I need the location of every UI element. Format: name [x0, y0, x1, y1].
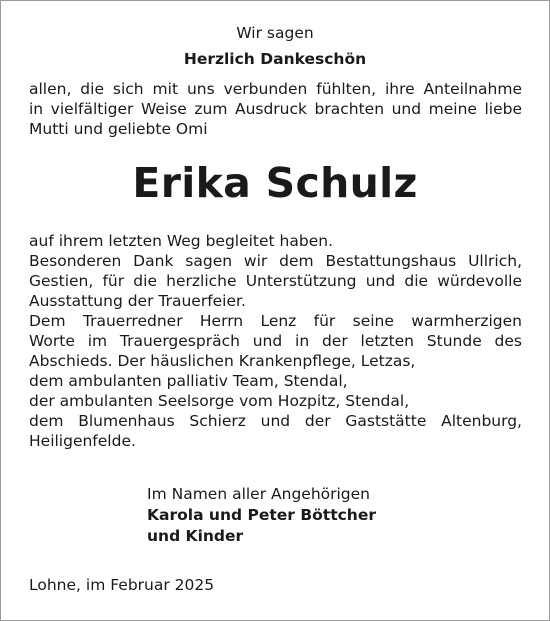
body-line-7: Abschieds. Der häuslichen Krankenpflege, Letzas, [29, 352, 416, 370]
opening-line-2: in vielfältiger Weise zum Ausdruck brachten und meine liebe [29, 100, 522, 118]
body-line-5: Dem Trauerredner Herrn Lenz für seine warmherzigen [29, 312, 522, 330]
deceased-name: Erika Schulz [132, 159, 418, 207]
body-line-6: Worte im Trauergespräch und in der letzten Stunde des [29, 332, 522, 350]
place-and-date: Lohne, im Februar 2025 [29, 576, 215, 594]
body-line-2: Besonderen Dank sagen wir dem Bestattungshaus Ullrich, [29, 252, 522, 270]
body-line-1: auf ihrem letzten Weg begleitet haben. [29, 232, 333, 250]
signature-names-continued: und Kinder [147, 527, 244, 545]
body-line-3: Gestien, für die herzliche Unterstützung und die würdevolle [29, 272, 522, 290]
intro-text: Wir sagen [236, 24, 314, 42]
thank-you-heading: Herzlich Dankeschön [183, 50, 367, 68]
body-line-11: Heiligenfelde. [29, 432, 136, 450]
opening-line-1: allen, die sich mit uns verbunden fühlten, ihre Anteilnahme [29, 80, 522, 98]
signature-preamble: Im Namen aller Angehörigen [147, 485, 371, 503]
body-line-9: der ambulanten Seelsorge vom Hozpitz, Stendal, [29, 392, 410, 410]
body-line-10: dem Blumenhaus Schierz und der Gaststätte Altenburg, [29, 412, 522, 430]
body-line-8: dem ambulanten palliativ Team, Stendal, [29, 372, 348, 390]
signature-names: Karola und Peter Böttcher [147, 506, 376, 524]
opening-line-3: Mutti und geliebte Omi [29, 120, 208, 138]
body-line-4: Ausstattung der Trauerfeier. [29, 292, 246, 310]
